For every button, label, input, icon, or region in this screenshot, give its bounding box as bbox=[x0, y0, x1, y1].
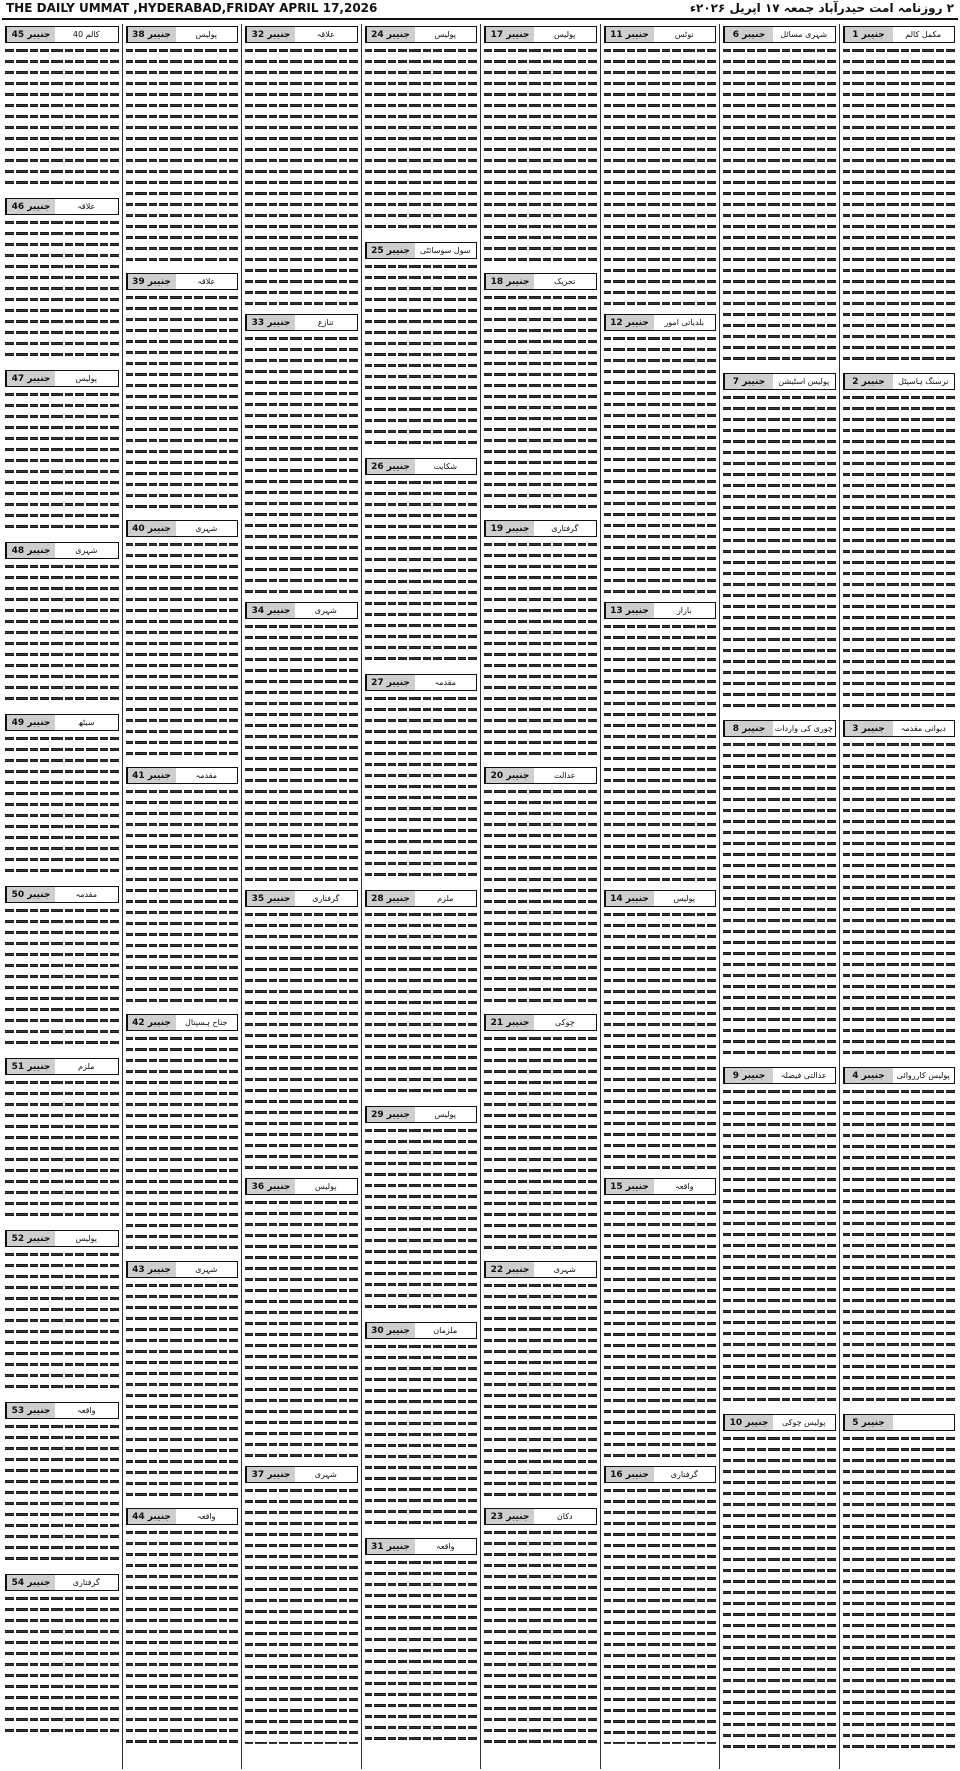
news-item-title: پولیس bbox=[534, 27, 596, 42]
news-item-title: علاقہ bbox=[55, 199, 118, 214]
news-item-number: جنیبر 12 bbox=[605, 315, 654, 330]
news-item-title: چوکی bbox=[534, 1015, 596, 1030]
news-item-heading bbox=[365, 242, 478, 259]
news-item-number: جنیبر 52 bbox=[6, 1231, 55, 1246]
news-item-title: عدالتی فیصلہ bbox=[773, 1068, 835, 1083]
news-item bbox=[5, 542, 119, 708]
news-item-number: جنیبر 51 bbox=[6, 1059, 55, 1074]
news-item bbox=[843, 1414, 956, 1751]
news-column bbox=[361, 24, 481, 1769]
news-item-heading bbox=[245, 890, 358, 907]
news-item bbox=[5, 1402, 119, 1568]
news-item-title: واقعہ bbox=[55, 1403, 118, 1418]
news-item-title: شہری bbox=[534, 1262, 596, 1277]
news-item-heading bbox=[365, 26, 478, 43]
news-item-heading bbox=[126, 767, 239, 784]
news-item-title: واقعہ bbox=[654, 1179, 716, 1194]
news-item-title: پولیس چوکی bbox=[773, 1415, 835, 1430]
news-column bbox=[600, 24, 720, 1769]
news-item-title: پولیس bbox=[55, 371, 118, 386]
news-item bbox=[604, 314, 717, 596]
news-item-number: جنیبر 17 bbox=[485, 27, 534, 42]
news-item-title: سول سوسائٹی bbox=[415, 243, 477, 258]
news-item-title: نرسنگ ہاسپٹل bbox=[893, 374, 955, 389]
news-item-number: جنیبر 31 bbox=[366, 1539, 415, 1554]
news-item bbox=[5, 370, 119, 536]
news-item-heading bbox=[245, 26, 358, 43]
news-columns bbox=[2, 24, 958, 1769]
news-item-title: شہری bbox=[176, 521, 238, 536]
news-item-title: گرفتاری bbox=[654, 1467, 716, 1482]
news-item bbox=[604, 890, 717, 1172]
news-item-title: پولیس bbox=[654, 891, 716, 906]
news-item-title: دکان bbox=[534, 1509, 596, 1524]
news-item bbox=[365, 242, 478, 452]
news-item-heading bbox=[245, 1178, 358, 1195]
news-item-body-text bbox=[245, 910, 358, 1172]
news-item-heading bbox=[843, 720, 956, 737]
news-item-heading bbox=[5, 1058, 119, 1075]
news-item bbox=[5, 1058, 119, 1224]
news-item-number: جنیبر 47 bbox=[6, 371, 55, 386]
news-item bbox=[843, 720, 956, 1061]
news-item-number: جنیبر 43 bbox=[127, 1262, 176, 1277]
news-item-title: واقعہ bbox=[176, 1509, 238, 1524]
news-item-number: جنیبر 19 bbox=[485, 521, 534, 536]
news-item bbox=[723, 373, 836, 714]
news-item-number: جنیبر 49 bbox=[6, 715, 55, 730]
news-item-title: بازار bbox=[654, 603, 716, 618]
news-item-body-text bbox=[5, 1078, 119, 1224]
news-item bbox=[5, 1574, 119, 1736]
news-item-title: عدالت bbox=[534, 768, 596, 783]
news-item-body-text bbox=[484, 1281, 597, 1502]
news-item-heading bbox=[484, 1261, 597, 1278]
news-item bbox=[604, 1466, 717, 1744]
news-item-heading bbox=[126, 1014, 239, 1031]
news-column bbox=[719, 24, 839, 1769]
news-item bbox=[484, 1261, 597, 1502]
news-item-title: پولیس bbox=[415, 1107, 477, 1122]
news-item-title: دیوانی مقدمہ bbox=[893, 721, 955, 736]
news-item-body-text bbox=[843, 393, 956, 714]
news-item-heading bbox=[723, 1067, 836, 1084]
news-item-body-text bbox=[604, 1486, 717, 1744]
news-item-title: پولیس bbox=[295, 1179, 357, 1194]
news-item-body-text bbox=[365, 262, 478, 452]
news-item-number: جنیبر 14 bbox=[605, 891, 654, 906]
news-item-body-text bbox=[604, 622, 717, 884]
news-item-title: پولیس bbox=[176, 27, 238, 42]
news-item-body-text bbox=[484, 787, 597, 1008]
news-item-heading bbox=[5, 1574, 119, 1591]
news-item-number: جنیبر 24 bbox=[366, 27, 415, 42]
news-item-body-text bbox=[723, 1087, 836, 1408]
news-item-title: پولیس bbox=[55, 1231, 118, 1246]
news-item-number: جنیبر 13 bbox=[605, 603, 654, 618]
news-item bbox=[365, 1538, 478, 1744]
news-item-heading bbox=[365, 1322, 478, 1339]
news-item-body-text bbox=[484, 540, 597, 761]
news-item-body-text bbox=[126, 1034, 239, 1255]
news-item-heading bbox=[484, 273, 597, 290]
news-item-title: شہری bbox=[55, 543, 118, 558]
news-item bbox=[5, 26, 119, 192]
masthead-rule bbox=[2, 18, 958, 20]
news-item-number: جنیبر 4 bbox=[844, 1068, 893, 1083]
news-item-heading bbox=[604, 890, 717, 907]
news-item-number: جنیبر 7 bbox=[724, 374, 773, 389]
news-item-number: جنیبر 6 bbox=[724, 27, 773, 42]
news-item-body-text bbox=[843, 1434, 956, 1751]
news-item-number: جنیبر 10 bbox=[724, 1415, 773, 1430]
news-item-heading bbox=[126, 26, 239, 43]
news-item-number: جنیبر 39 bbox=[127, 274, 176, 289]
news-item bbox=[365, 458, 478, 668]
news-item bbox=[484, 1014, 597, 1255]
news-item-heading bbox=[5, 714, 119, 731]
news-item-title: علاقہ bbox=[295, 27, 357, 42]
news-item bbox=[604, 1178, 717, 1460]
news-item bbox=[843, 26, 956, 367]
news-item-number: جنیبر 21 bbox=[485, 1015, 534, 1030]
news-item-title: شکایت bbox=[415, 459, 477, 474]
news-item-heading bbox=[723, 373, 836, 390]
masthead-english-title: THE DAILY UMMAT ,HYDERABAD,FRIDAY APRIL 17,2026 bbox=[6, 1, 378, 15]
news-item bbox=[126, 1508, 239, 1745]
news-item-body-text bbox=[5, 390, 119, 536]
news-item-number: جنیبر 50 bbox=[6, 887, 55, 902]
news-item-heading bbox=[5, 26, 119, 43]
news-item-number: جنیبر 25 bbox=[366, 243, 415, 258]
masthead bbox=[0, 0, 960, 16]
news-item-number: جنیبر 37 bbox=[246, 1467, 295, 1482]
news-item bbox=[245, 602, 358, 884]
news-item-number: جنیبر 34 bbox=[246, 603, 295, 618]
news-item bbox=[5, 1230, 119, 1396]
news-item bbox=[5, 714, 119, 880]
news-item-number: جنیبر 30 bbox=[366, 1323, 415, 1338]
news-item-number: جنیبر 9 bbox=[724, 1068, 773, 1083]
news-item-number: جنیبر 40 bbox=[127, 521, 176, 536]
news-item-title: چوری کی واردات bbox=[773, 721, 835, 736]
news-item-body-text bbox=[723, 1434, 836, 1751]
news-item-number: جنیبر 45 bbox=[6, 27, 55, 42]
news-item bbox=[484, 273, 597, 514]
news-item-number: جنیبر 41 bbox=[127, 768, 176, 783]
news-item-number: جنیبر 54 bbox=[6, 1575, 55, 1590]
news-column bbox=[2, 24, 122, 1769]
news-item-number: جنیبر 48 bbox=[6, 543, 55, 558]
news-item-heading bbox=[484, 520, 597, 537]
news-item-heading bbox=[245, 602, 358, 619]
news-item-body-text bbox=[365, 694, 478, 884]
news-item-title: جناح ہسپتال bbox=[176, 1015, 238, 1030]
news-item-heading bbox=[365, 1538, 478, 1555]
news-item-number: جنیبر 16 bbox=[605, 1467, 654, 1482]
news-item-number: جنیبر 29 bbox=[366, 1107, 415, 1122]
news-item-heading bbox=[843, 373, 956, 390]
news-item-heading bbox=[365, 674, 478, 691]
news-item-heading bbox=[245, 314, 358, 331]
news-item-heading bbox=[126, 273, 239, 290]
news-item-heading bbox=[723, 720, 836, 737]
news-item bbox=[723, 1067, 836, 1408]
news-item bbox=[126, 26, 239, 267]
news-item-body-text bbox=[723, 393, 836, 714]
news-item-heading bbox=[604, 26, 717, 43]
news-item-heading bbox=[604, 1466, 717, 1483]
news-item-heading bbox=[5, 542, 119, 559]
news-item-body-text bbox=[5, 1422, 119, 1568]
news-item bbox=[723, 720, 836, 1061]
news-item-heading bbox=[126, 520, 239, 537]
news-item-body-text bbox=[245, 622, 358, 884]
news-item-title bbox=[893, 1415, 955, 1430]
news-item-body-text bbox=[843, 1087, 956, 1408]
news-item-title: علاقہ bbox=[176, 274, 238, 289]
news-item-body-text bbox=[5, 46, 119, 192]
news-item-body-text bbox=[126, 540, 239, 761]
news-item-title: نوٹس bbox=[654, 27, 716, 42]
news-item-heading bbox=[604, 602, 717, 619]
news-item-title: گرفتاری bbox=[534, 521, 596, 536]
news-item-title: شہری bbox=[295, 603, 357, 618]
news-item bbox=[126, 273, 239, 514]
news-item-title: مکمل کالم bbox=[893, 27, 955, 42]
news-item-body-text bbox=[484, 1528, 597, 1745]
news-item-body-text bbox=[5, 906, 119, 1052]
news-item bbox=[484, 1508, 597, 1745]
news-item-body-text bbox=[723, 740, 836, 1061]
news-item-heading bbox=[604, 1178, 717, 1195]
news-item-number: جنیبر 42 bbox=[127, 1015, 176, 1030]
news-item-title: پولیس کارروائی bbox=[893, 1068, 955, 1083]
news-column bbox=[839, 24, 959, 1769]
news-item-body-text bbox=[604, 46, 717, 308]
news-item-title: گرفتاری bbox=[295, 891, 357, 906]
news-item-title: ملزم bbox=[415, 891, 477, 906]
news-item-heading bbox=[126, 1261, 239, 1278]
news-item-heading bbox=[843, 1414, 956, 1431]
news-item-body-text bbox=[484, 1034, 597, 1255]
news-item bbox=[245, 1466, 358, 1744]
news-item-heading bbox=[365, 458, 478, 475]
news-item-title: مقدمہ bbox=[176, 768, 238, 783]
news-item bbox=[245, 26, 358, 308]
news-item bbox=[484, 26, 597, 267]
news-item-number: جنیبر 20 bbox=[485, 768, 534, 783]
news-column bbox=[122, 24, 242, 1769]
news-item-heading bbox=[5, 886, 119, 903]
news-item-title: ملزم bbox=[55, 1059, 118, 1074]
news-item bbox=[723, 1414, 836, 1751]
news-item-body-text bbox=[604, 910, 717, 1172]
news-item-number: جنیبر 26 bbox=[366, 459, 415, 474]
news-item bbox=[604, 602, 717, 884]
news-item-number: جنیبر 23 bbox=[485, 1509, 534, 1524]
news-item-number: جنیبر 11 bbox=[605, 27, 654, 42]
news-item bbox=[843, 1067, 956, 1408]
news-item-body-text bbox=[365, 910, 478, 1100]
news-item-number: جنیبر 32 bbox=[246, 27, 295, 42]
news-item-heading bbox=[843, 1067, 956, 1084]
news-item-heading bbox=[484, 767, 597, 784]
news-item-number: جنیبر 15 bbox=[605, 1179, 654, 1194]
news-item-body-text bbox=[5, 734, 119, 880]
news-item-heading bbox=[484, 1014, 597, 1031]
news-item-heading bbox=[245, 1466, 358, 1483]
news-item-body-text bbox=[245, 334, 358, 596]
news-item-number: جنیبر 46 bbox=[6, 199, 55, 214]
news-item-body-text bbox=[604, 1198, 717, 1460]
news-item-title: سیٹھ bbox=[55, 715, 118, 730]
news-item bbox=[245, 314, 358, 596]
news-item-number: جنیبر 27 bbox=[366, 675, 415, 690]
news-item-heading bbox=[5, 370, 119, 387]
news-item-heading bbox=[843, 26, 956, 43]
news-item-title: مقدمہ bbox=[415, 675, 477, 690]
news-item bbox=[126, 767, 239, 1008]
news-item-number: جنیبر 18 bbox=[485, 274, 534, 289]
news-item-title: گرفتاری bbox=[55, 1575, 118, 1590]
news-item bbox=[723, 26, 836, 367]
news-item-heading bbox=[5, 198, 119, 215]
news-item-title: پولیس اسٹیشن bbox=[773, 374, 835, 389]
news-item-body-text bbox=[126, 46, 239, 267]
news-item-number: جنیبر 36 bbox=[246, 1179, 295, 1194]
news-item-heading bbox=[484, 26, 597, 43]
news-item-body-text bbox=[484, 46, 597, 267]
news-item-title: واقعہ bbox=[415, 1539, 477, 1554]
news-item-body-text bbox=[604, 334, 717, 596]
news-item-body-text bbox=[5, 218, 119, 364]
news-item-body-text bbox=[484, 293, 597, 514]
news-item-title: شہری مسائل bbox=[773, 27, 835, 42]
news-item-number: جنیبر 22 bbox=[485, 1262, 534, 1277]
news-item bbox=[484, 520, 597, 761]
news-item bbox=[365, 674, 478, 884]
news-item bbox=[843, 373, 956, 714]
news-item-body-text bbox=[245, 1198, 358, 1460]
news-item bbox=[365, 26, 478, 236]
news-item bbox=[126, 1261, 239, 1502]
news-item-heading bbox=[604, 314, 717, 331]
news-item-title: پولیس bbox=[415, 27, 477, 42]
news-item-title: تحریک bbox=[534, 274, 596, 289]
news-item-body-text bbox=[245, 46, 358, 308]
news-item-body-text bbox=[843, 46, 956, 367]
news-item-number: جنیبر 28 bbox=[366, 891, 415, 906]
news-item-title: شہری bbox=[295, 1467, 357, 1482]
news-item-number: جنیبر 35 bbox=[246, 891, 295, 906]
news-item-number: جنیبر 44 bbox=[127, 1509, 176, 1524]
news-item-number: جنیبر 5 bbox=[844, 1415, 893, 1430]
news-item-title: کالم 40 bbox=[55, 27, 118, 42]
news-item-body-text bbox=[126, 293, 239, 514]
news-item-number: جنیبر 33 bbox=[246, 315, 295, 330]
news-item-body-text bbox=[365, 46, 478, 236]
news-item-body-text bbox=[126, 1281, 239, 1502]
news-item bbox=[604, 26, 717, 308]
news-item-heading bbox=[484, 1508, 597, 1525]
news-item-title: مقدمہ bbox=[55, 887, 118, 902]
news-item-body-text bbox=[365, 1558, 478, 1744]
news-item-body-text bbox=[723, 46, 836, 367]
news-item-body-text bbox=[245, 1486, 358, 1744]
news-item-body-text bbox=[843, 740, 956, 1061]
news-item-body-text bbox=[126, 1528, 239, 1745]
news-item-body-text bbox=[365, 478, 478, 668]
news-item bbox=[365, 890, 478, 1100]
masthead-urdu-title: ۲ روزنامہ امت حیدرآباد جمعہ ۱۷ اپریل ۲۰۲۶ء bbox=[689, 1, 954, 15]
news-item-body-text bbox=[126, 787, 239, 1008]
news-item-heading bbox=[365, 1106, 478, 1123]
news-item-title: ملزمان bbox=[415, 1323, 477, 1338]
news-item bbox=[5, 198, 119, 364]
news-column bbox=[480, 24, 600, 1769]
news-item-body-text bbox=[5, 1250, 119, 1396]
news-item-title: بلدیاتی امور bbox=[654, 315, 716, 330]
news-item-number: جنیبر 8 bbox=[724, 721, 773, 736]
news-item-body-text bbox=[5, 562, 119, 708]
news-item-heading bbox=[5, 1230, 119, 1247]
news-item-number: جنیبر 1 bbox=[844, 27, 893, 42]
news-item bbox=[5, 886, 119, 1052]
news-item bbox=[365, 1322, 478, 1532]
news-item bbox=[484, 767, 597, 1008]
news-item-number: جنیبر 3 bbox=[844, 721, 893, 736]
news-item-number: جنیبر 38 bbox=[127, 27, 176, 42]
news-item-heading bbox=[126, 1508, 239, 1525]
news-column bbox=[241, 24, 361, 1769]
news-item-title: تنازع bbox=[295, 315, 357, 330]
news-item bbox=[126, 520, 239, 761]
news-item-number: جنیبر 53 bbox=[6, 1403, 55, 1418]
news-item-heading bbox=[5, 1402, 119, 1419]
news-item-heading bbox=[723, 26, 836, 43]
news-item-heading bbox=[365, 890, 478, 907]
news-item-body-text bbox=[5, 1594, 119, 1736]
news-item-body-text bbox=[365, 1342, 478, 1532]
news-item bbox=[245, 1178, 358, 1460]
news-item bbox=[245, 890, 358, 1172]
news-item-heading bbox=[723, 1414, 836, 1431]
news-item-body-text bbox=[365, 1126, 478, 1316]
news-item bbox=[126, 1014, 239, 1255]
news-item bbox=[365, 1106, 478, 1316]
news-item-number: جنیبر 2 bbox=[844, 374, 893, 389]
news-item-title: شہری bbox=[176, 1262, 238, 1277]
